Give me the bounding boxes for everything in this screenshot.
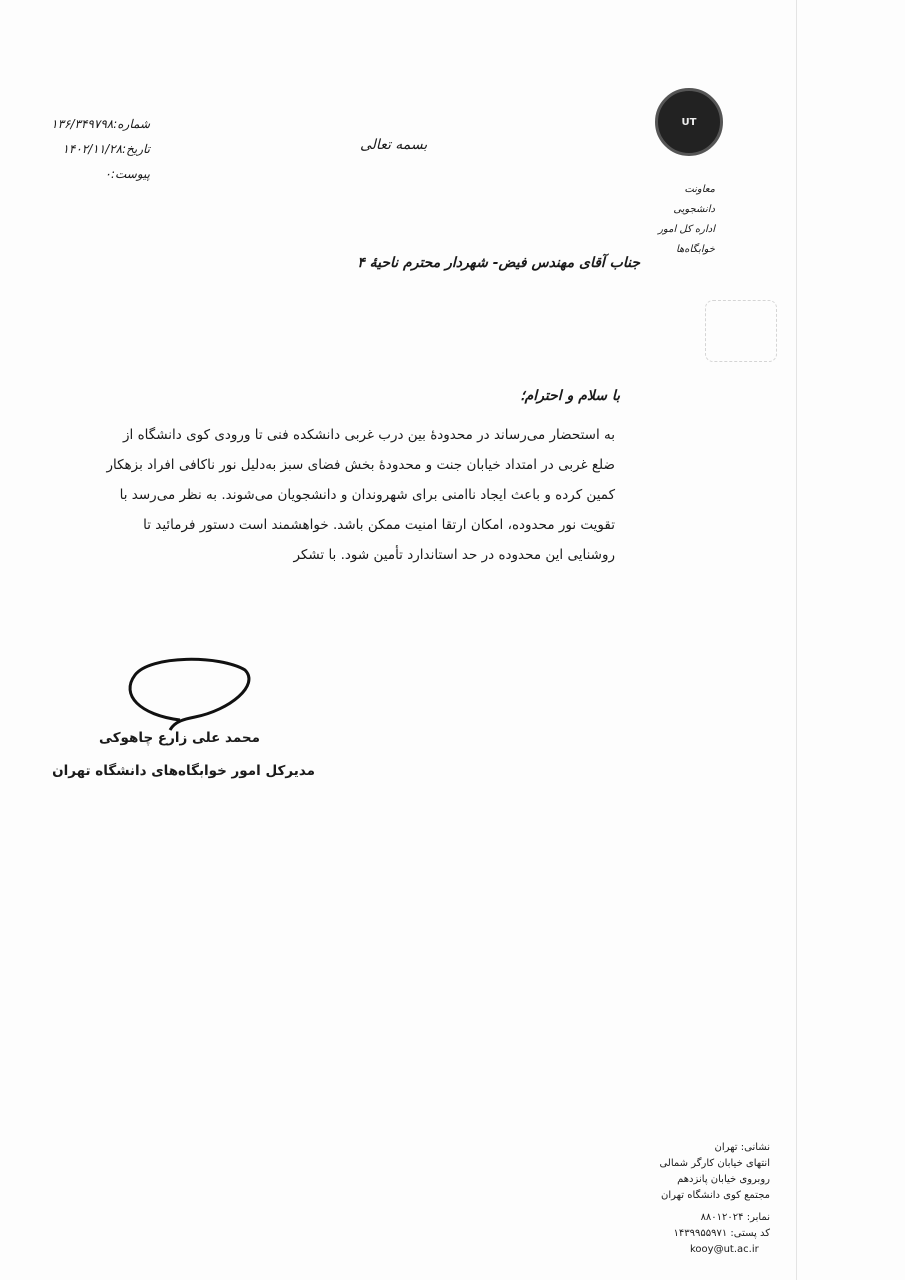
address-line: مجتمع کوی دانشگاه تهران	[661, 1190, 770, 1201]
letter-body	[106, 420, 615, 570]
address-line: انتهای خیابان کارگر شمالی	[659, 1158, 770, 1169]
email: kooy@ut.ac.ir	[690, 1244, 759, 1255]
postal-code: کد پستی: ۱۴۳۹۹۵۵۹۷۱	[673, 1228, 770, 1239]
basmala: بسمه تعالی	[360, 137, 428, 153]
letter-number: شماره:۱۳۶/۳۴۹۷۹۸	[51, 117, 150, 131]
body-line: روشنایی این محدوده در حد استاندارد تأمین شود. با تشکر	[293, 547, 615, 563]
page-edge-line	[796, 0, 797, 1280]
signature-scribble	[120, 655, 260, 735]
letter-meta	[20, 112, 150, 187]
letterhead-department	[640, 180, 715, 260]
letter-date: تاریخ:۱۴۰۲/۱۱/۲۸	[62, 142, 150, 156]
greeting: با سلام و احترام؛	[520, 388, 620, 404]
body-line: تقویت نور محدوده، امکان ارتقا امنیت ممکن باشد. خواهشمند است دستور فرمائید تا	[143, 517, 615, 533]
dept-line: معاونت دانشجویی	[673, 184, 715, 215]
footer-address	[659, 1140, 770, 1258]
body-line: کمین کرده و باعث ایجاد ناامنی برای شهروندان و دانشجویان می‌شوند. به نظر می‌رسد با	[119, 487, 615, 503]
stamp-mark	[705, 300, 777, 362]
body-line: ضلع غربی در امتداد خیابان جنت و محدودهٔ بخش فضای سبز به‌دلیل نور ناکافی افراد بزهکار	[106, 457, 615, 473]
dept-line: اداره کل امور خوابگاه‌ها	[658, 224, 715, 255]
address-line: نشانی: تهران	[714, 1142, 770, 1153]
university-logo: UT	[655, 88, 723, 156]
signatory-title: مدیرکل امور خوابگاه‌های دانشگاه تهران	[52, 763, 315, 779]
signatory-name: محمد علی زارع چاهوکی	[99, 730, 260, 746]
address-line: روبروی خیابان پانزدهم	[677, 1174, 770, 1185]
recipient: جناب آقای مهندس فیض- شهردار محترم ناحیهٔ ۴	[357, 255, 640, 271]
body-line: به استحضار می‌رساند در محدودهٔ بین درب غربی دانشکده فنی تا ورودی کوی دانشگاه از	[123, 427, 615, 443]
fax-number: نمابر: ۸۸۰۱۲۰۲۴	[700, 1212, 770, 1223]
letter-attachment: پیوست:۰	[104, 167, 150, 181]
